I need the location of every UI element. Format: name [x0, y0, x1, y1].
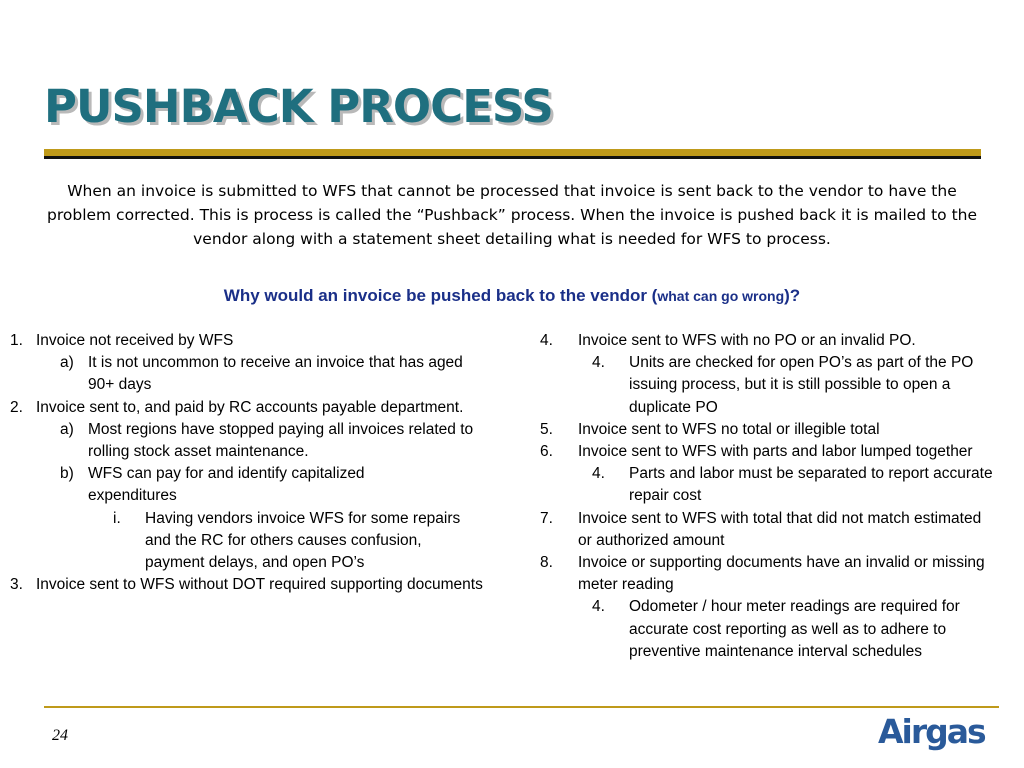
list-item-number: 8. [540, 554, 553, 572]
question-main: Why would an invoice be pushed back to the vendor ( [223, 286, 658, 305]
airgas-logo: Airgas [878, 712, 985, 751]
list-item [10, 508, 475, 575]
list-item-text: Invoice sent to WFS with parts and labor lumped together [578, 443, 973, 461]
list-item-number: 3. [10, 576, 23, 594]
title-divider [44, 149, 981, 159]
list-item-text: Invoice sent to WFS no total or illegible total [578, 420, 880, 438]
list-item-text: Invoice or supporting documents have an invalid or missing meter reading [578, 554, 985, 594]
list-item [540, 419, 1020, 441]
list-item [540, 552, 1003, 596]
list-item-number: a) [60, 420, 74, 438]
list-item-text: Units are checked for open PO’s as part of the PO issuing process, but it is still possible to open a duplicate PO [629, 354, 974, 416]
list-item [10, 330, 490, 352]
list-item [540, 441, 988, 463]
list-item-text: Invoice sent to WFS with total that did not match estimated or authorized amount [578, 509, 982, 549]
list-item-number: i. [113, 509, 121, 527]
list-item-text: Odometer / hour meter readings are required for accurate cost reporting as well as to adhere to preventive maintenance interval schedules [629, 598, 960, 660]
list-item [540, 463, 999, 507]
list-item [10, 352, 473, 396]
question-small: what can go wrong [657, 288, 785, 304]
list-item-number: b) [60, 465, 74, 483]
list-item-text: Having vendors invoice WFS for some repairs and the RC for others causes confusion, payment delays, and open PO’s [145, 509, 461, 572]
intro-paragraph: When an invoice is submitted to WFS that cannot be processed that invoice is sent back to the vendor to have the problem corrected. This is process is called the “Pushback” process. When the invoice is pushed back it is mailed to the vendor along with a statement sheet detailing what is needed for WFS to process. [47, 182, 977, 248]
list-item-number: 7. [540, 509, 553, 527]
list-item [540, 352, 1014, 419]
list-item [10, 397, 490, 419]
list-item-text: Invoice sent to WFS without DOT required supporting documents [36, 576, 483, 594]
list-item [540, 596, 999, 663]
list-item-number: 4. [540, 332, 553, 349]
right-column-list [540, 330, 1020, 663]
list-item-number: 2. [10, 398, 23, 416]
list-item [10, 463, 443, 507]
list-item-number: 6. [540, 443, 553, 461]
list-item-text: Invoice sent to WFS with no PO or an invalid PO. [578, 332, 916, 349]
slide-title: PUSHBACK PROCESS [44, 80, 553, 133]
list-item-number: a) [60, 354, 74, 372]
list-item-number: 1. [10, 332, 23, 349]
list-item-text: It is not uncommon to receive an invoice that has aged 90+ days [88, 354, 463, 394]
list-item [10, 419, 488, 463]
list-item-number: 4. [592, 598, 605, 616]
footer-divider [44, 706, 999, 708]
list-item-text: WFS can pay for and identify capitalized expenditures [88, 465, 365, 505]
list-item [10, 574, 490, 596]
list-item-number: 4. [592, 465, 605, 483]
list-item-number: 4. [592, 354, 605, 372]
question-end: )? [784, 286, 801, 305]
list-item-number: 5. [540, 420, 553, 438]
page-number: 24 [52, 727, 68, 744]
list-item-text: Most regions have stopped paying all invoices related to rolling stock asset maintenance. [88, 420, 474, 461]
list-item [540, 508, 988, 552]
list-item-text: Parts and labor must be separated to report accurate repair cost [629, 465, 993, 505]
question-heading [0, 286, 1024, 306]
list-item-text: Invoice not received by WFS [36, 332, 234, 349]
list-item-text: Invoice sent to, and paid by RC accounts payable department. [36, 398, 464, 416]
list-item [540, 330, 1020, 352]
left-column-list [10, 330, 490, 596]
